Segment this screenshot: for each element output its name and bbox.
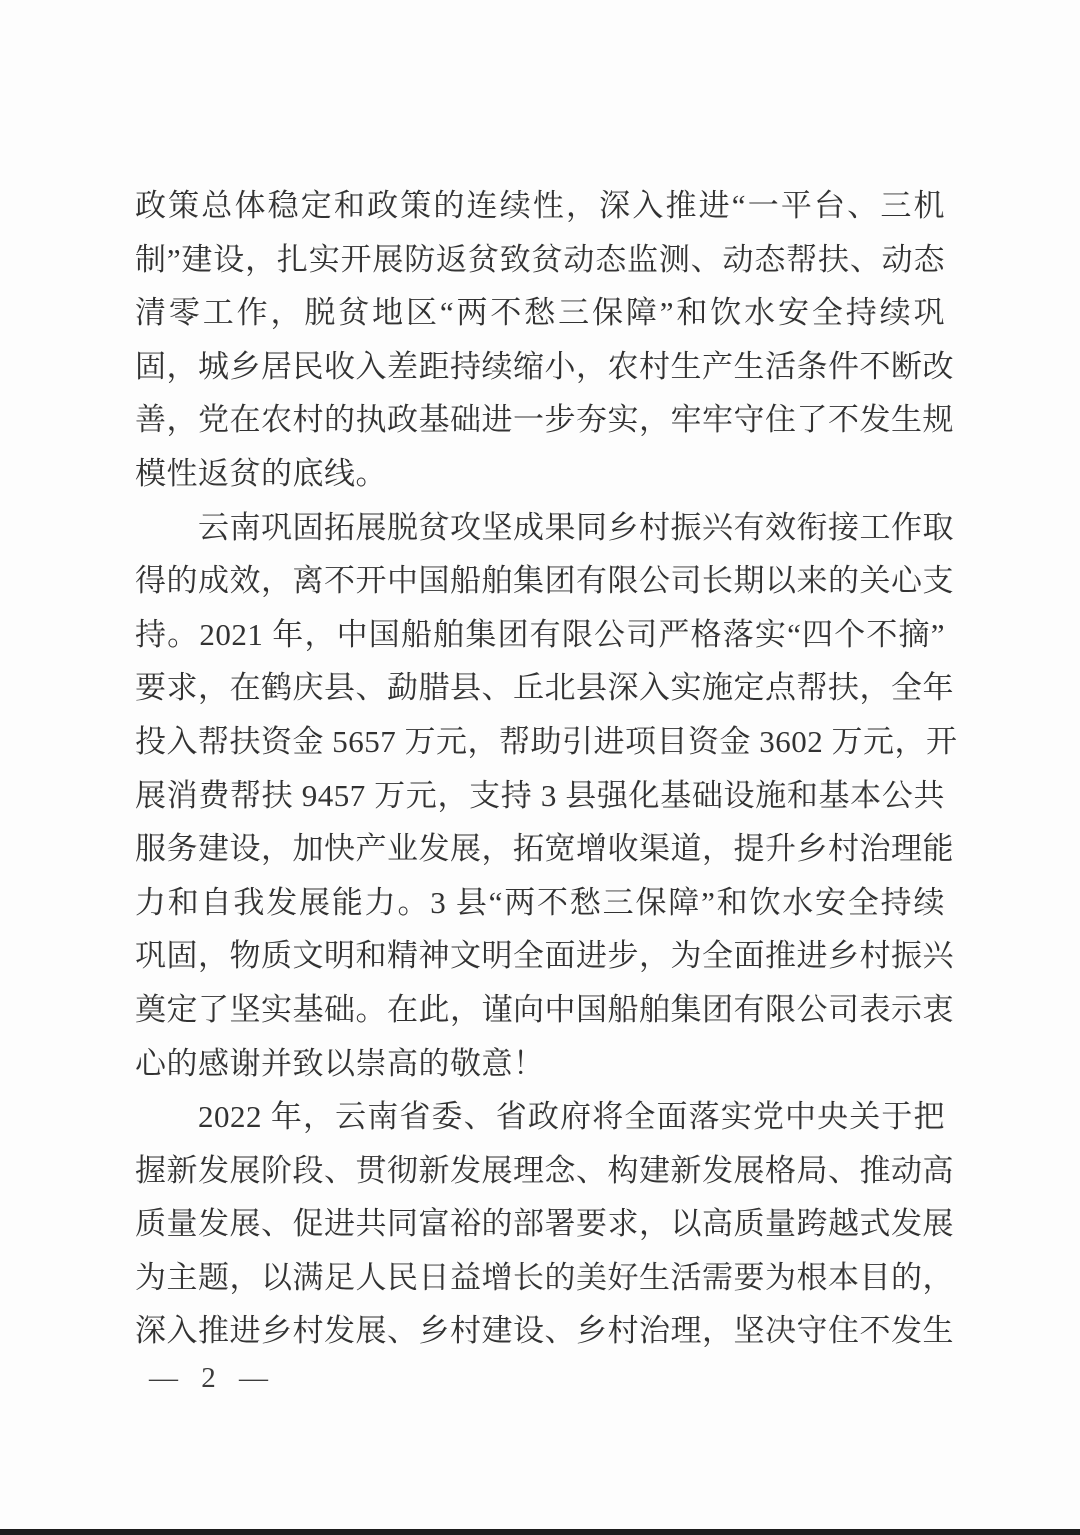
page-number: — 2 — [149, 1362, 269, 1394]
text-line: 持。2021 年，中国船舶集团有限公司严格落实“四个不摘” [135, 616, 945, 652]
text-line: 深入推进乡村发展、乡村建设、乡村治理，坚决守住不发生 [135, 1313, 954, 1349]
text-line: 展消费帮扶 9457 万元，支持 3 县强化基础设施和基本公共 [135, 777, 945, 813]
text-line: 服务建设，加快产业发展，拓宽增收渠道，提升乡村治理能 [135, 831, 954, 867]
text-line: 要求，在鹤庆县、勐腊县、丘北县深入实施定点帮扶，全年 [135, 670, 954, 706]
screenshot-bottom-border [0, 1529, 1080, 1535]
text-line: 固，城乡居民收入差距持续缩小，农村生产生活条件不断改 [135, 348, 954, 384]
text-line: 力和自我发展能力。3 县“两不愁三保障”和饮水安全持续 [135, 884, 945, 920]
text-line: 为主题，以满足人民日益增长的美好生活需要为根本目的， [135, 1259, 954, 1295]
text-line: 心的感谢并致以崇高的敬意！ [135, 1045, 545, 1081]
text-line: 握新发展阶段、贯彻新发展理念、构建新发展格局、推动高 [135, 1152, 954, 1188]
text-line: 得的成效，离不开中国船舶集团有限公司长期以来的关心支 [135, 563, 954, 599]
text-line: 奠定了坚实基础。在此，谨向中国船舶集团有限公司表示衷 [135, 991, 954, 1027]
text-line: 清零工作，脱贫地区“两不愁三保障”和饮水安全持续巩 [135, 295, 945, 331]
text-line: 制”建设，扎实开展防返贫致贫动态监测、动态帮扶、动态 [135, 241, 945, 277]
document-body-text [135, 179, 958, 1358]
text-line: 政策总体稳定和政策的连续性，深入推进“一平台、三机 [135, 188, 945, 223]
text-line: 模性返贫的底线。 [135, 455, 387, 491]
text-line: 2022 年，云南省委、省政府将全面落实党中央关于把 [198, 1099, 945, 1135]
text-line: 善，党在农村的执政基础进一步夯实，牢牢守住了不发生规 [135, 402, 954, 438]
text-line: 投入帮扶资金 5657 万元，帮助引进项目资金 3602 万元，开 [135, 723, 958, 759]
text-line: 巩固，物质文明和精神文明全面进步，为全面推进乡村振兴 [135, 938, 954, 974]
text-line: 云南巩固拓展脱贫攻坚成果同乡村振兴有效衔接工作取 [198, 509, 954, 545]
text-line: 质量发展、促进共同富裕的部署要求，以高质量跨越式发展 [135, 1206, 954, 1242]
